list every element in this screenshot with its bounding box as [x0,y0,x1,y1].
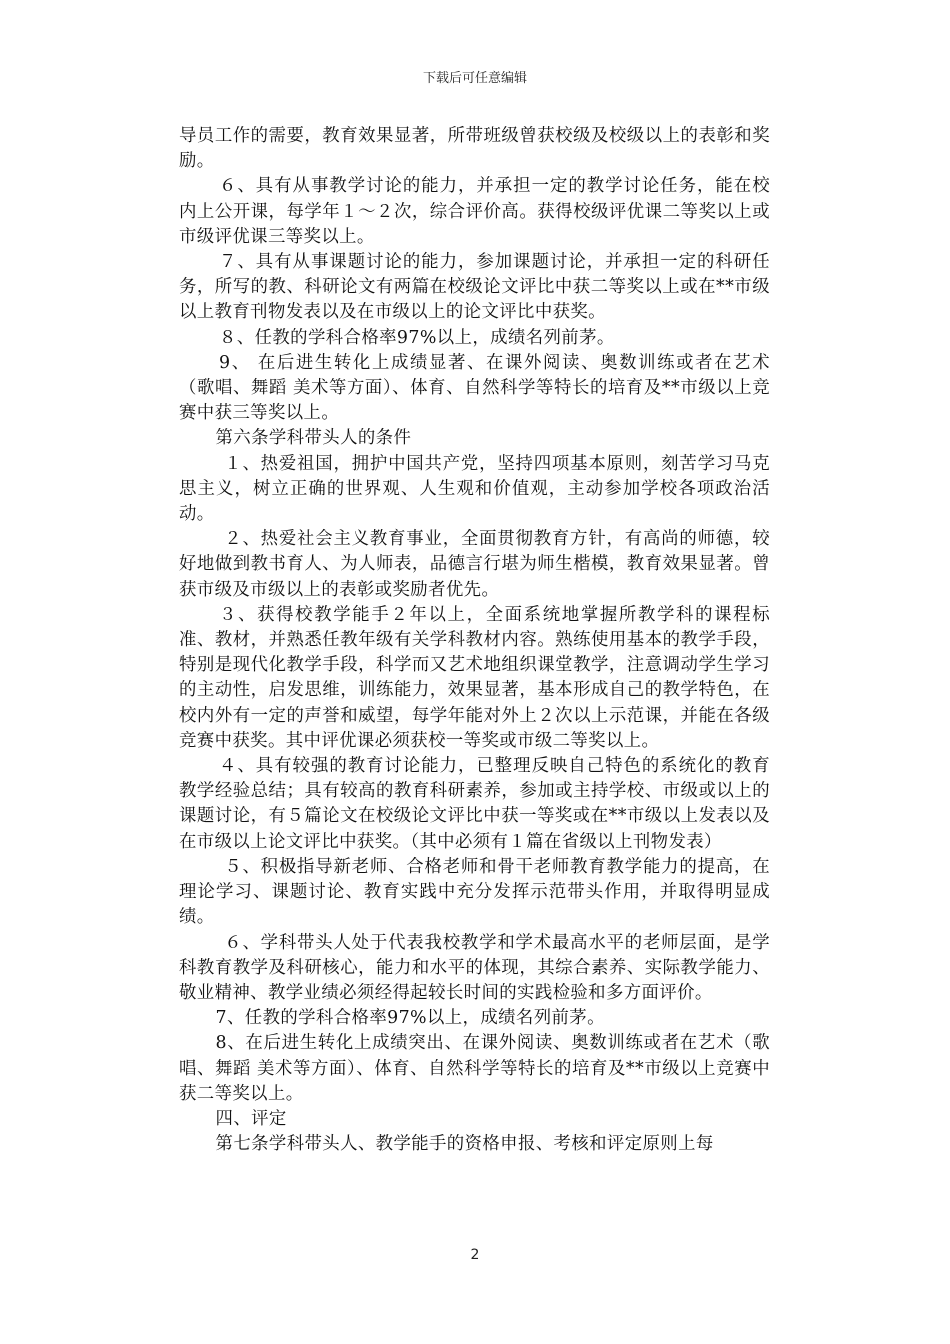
paragraph: ６、学科带头人处于代表我校教学和学术最高水平的老师层面，是学科教育教学及科研核心，能力和水平的体现，其综合素养、实际教学能力、敬业精神、教学业绩必须经得起较长时间的实践检验和多方面评价。 [179,932,770,1003]
page-number: 2 [470,1247,480,1263]
paragraph: ３、获得校教学能手２年以上，全面系统地掌握所教学科的课程标准、教材，并熟悉任教年级有关学科教材内容。熟练使用基本的教学手段，特别是现代化教学手段，科学而又艺术地组织课堂教学，注意调动学生学习的主动性，启发思维，训练能力，效果显著，基本形成自己的教学特色，在校内外有一定的声誉和威望，每学年能对外上２次以上示范课，并能在各级竞赛中获奖。其中评优课必须获校一等奖或市级二等奖以上。 [179,604,770,751]
paragraph: 导员工作的需要，教育效果显著，所带班级曾获校级及校级以上的表彰和奖励。 [179,126,770,172]
document-body [179,124,770,1157]
paragraph: ６、具有从事教学讨论的能力，并承担一定的教学讨论任务，能在校内上公开课，每学年１～２次，综合评价高。获得校级评优课二等奖以上或市级评优课三等奖以上。 [179,176,770,247]
page-header-note: 下载后可任意编辑 [422,71,527,86]
paragraph: ７、具有从事课题讨论的能力，参加课题讨论，并承担一定的科研任务，所写的教、科研论文有两篇在校级论文评比中获二等奖以上或在**市级以上教育刊物发表以及在市级以上的论文评比中获奖。 [179,252,770,323]
paragraph: ２、热爱社会主义教育事业，全面贯彻教育方针，有高尚的师德，较好地做到教书育人、为人师表，品德言行堪为师生楷模，教育效果显著。曾获市级及市级以上的表彰或奖励者优先。 [179,529,770,600]
paragraph: 9、 在后进生转化上成绩显著、在课外阅读、奥数训练或者在艺术（歌唱、舞蹈 美术等方面）、体育、自然科学等特长的培育及**市级以上竞赛中获三等奖以上。 [179,352,770,424]
paragraph: 第七条学科带头人、教学能手的资格申报、考核和评定原则上每 [215,1134,714,1155]
paragraph: ５、积极指导新老师、合格老师和骨干老师教育教学能力的提高，在理论学习、课题讨论、教育实践中充分发挥示范带头作用，并取得明显成绩。 [179,856,770,928]
paragraph: ４、具有较强的教育讨论能力，已整理反映自己特色的系统化的教育教学经验总结；具有较高的教育科研素养，参加或主持学校、市级或以上的课题讨论，有５篇论文在校级论文评比中获一等奖或在**市级以上发表以及在市级以上论文评比中获奖。（其中必须有１篇在省级以上刊物发表） [179,756,770,852]
paragraph: ８、任教的学科合格率97%以上，成绩名列前茅。 [219,327,615,348]
paragraph: １、热爱祖国，拥护中国共产党，坚持四项基本原则，刻苦学习马克思主义，树立正确的世界观、人生观和价值观，主动参加学校各项政治活动。 [179,453,770,525]
section-heading: 第六条学科带头人的条件 [215,428,412,449]
paragraph: 8、在后进生转化上成绩突出、在课外阅读、奥数训练或者在艺术（歌唱、舞蹈 美术等方面）、体育、自然科学等特长的培育及**市级以上竞赛中获二等奖以上。 [179,1033,770,1104]
paragraph: 7、任教的学科合格率97%以上，成绩名列前茅。 [215,1008,605,1029]
section-heading: 四、评定 [215,1108,287,1129]
